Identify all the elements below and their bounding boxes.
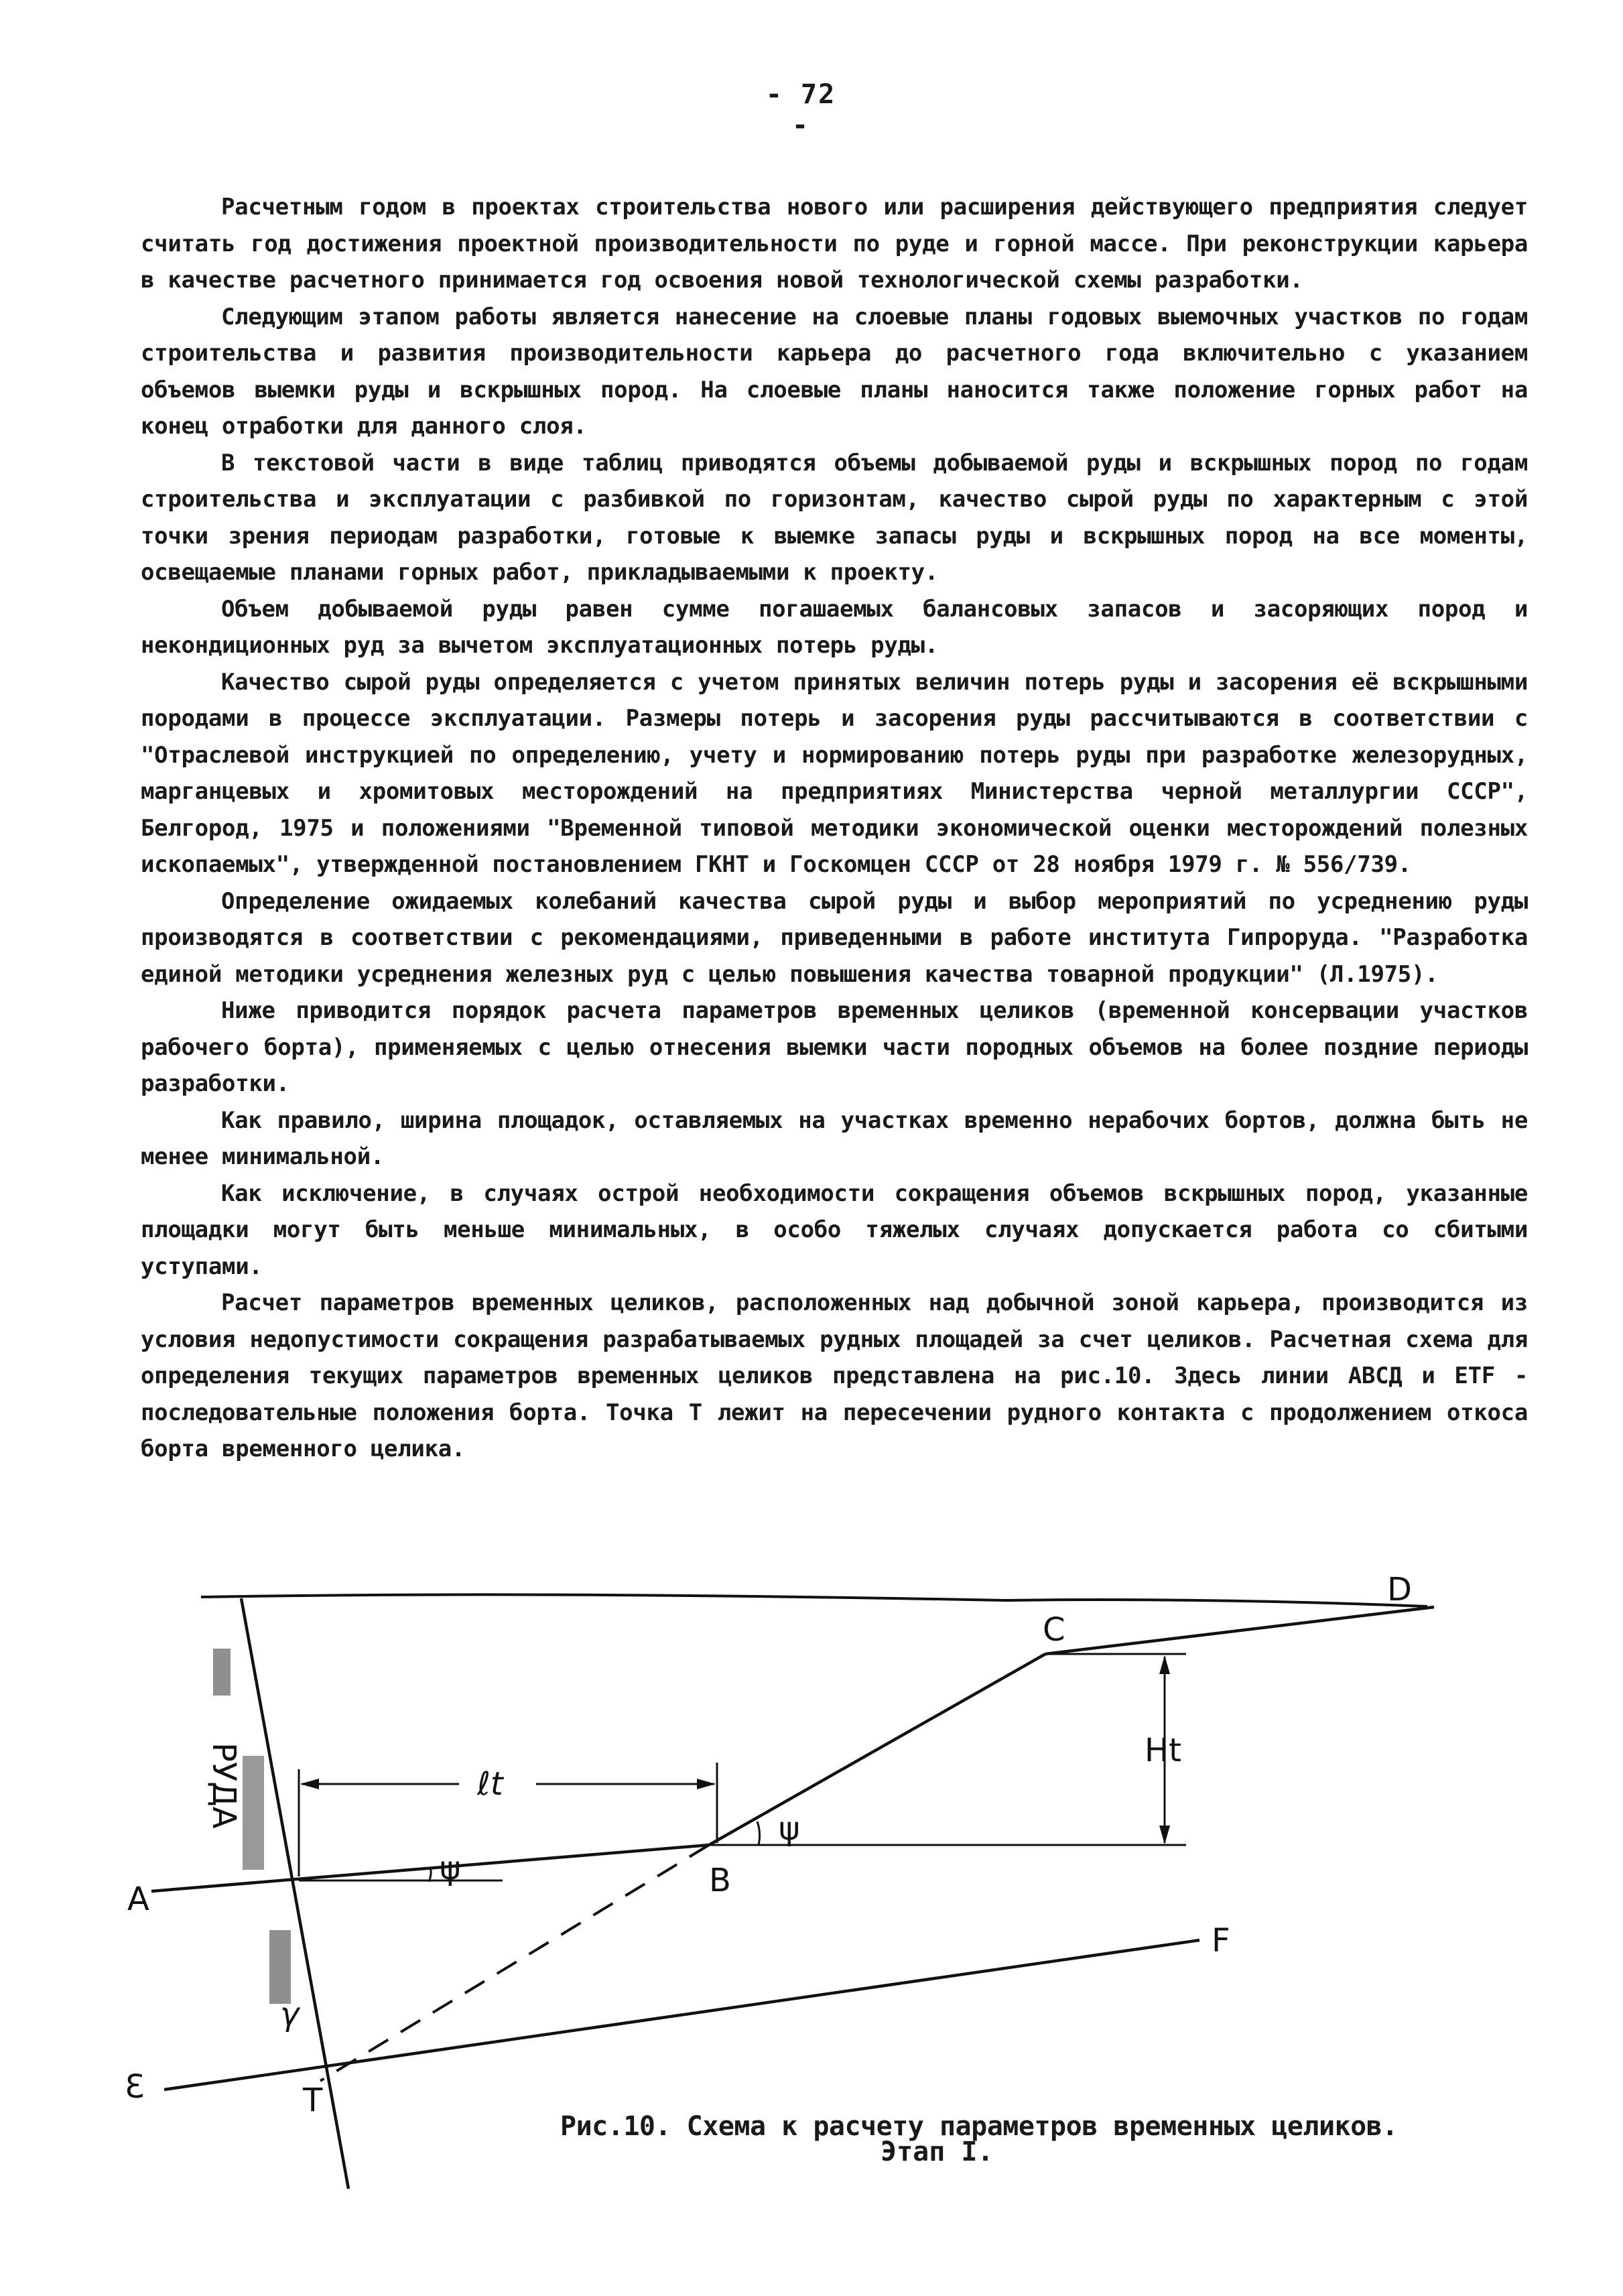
paragraph: Следующим этапом работы является нанесение на слоевые планы годовых выемочных участков по годам строительства и развития производительности карьера до расчетного года включительно с указанием объемов выемки руды и вскрышных пород. На слоевые планы наносится также положение горных работ на конец отработки для данного слоя. bbox=[141, 303, 1528, 440]
surface-line bbox=[201, 1594, 1427, 1606]
label-F: Ϝ bbox=[1212, 1922, 1230, 1960]
label-D: D bbox=[1387, 1571, 1412, 1608]
ht-arrow-top bbox=[1159, 1655, 1170, 1674]
label-gamma: γ bbox=[280, 1996, 300, 2033]
label-T: T bbox=[303, 2082, 323, 2119]
paragraph: Расчет параметров временных целиков, расположенных над добычной зоной карьера, производится из условия недопустимости сокращения разрабатываемых рудных площадей за счет целиков. Расчетная схема для определения текущих параметров временных целиков представлена на рис.10. Здесь линии АВСД и ЕТF - последовательные положения борта. Точка Т лежит на пересечении рудного контакта с продолжением откоса борта временного целика. bbox=[141, 1289, 1528, 1462]
label-psi-bottom: ψ bbox=[440, 1850, 461, 1887]
figure-caption: Рис.10. Схема к расчету параметров временных целиков. bbox=[560, 2111, 1398, 2142]
line-BC bbox=[709, 1654, 1045, 1845]
paragraph: Определение ожидаемых колебаний качества сырой руды и выбор мероприятий по усреднению руды производятся в соответствии с рекомендациями, приведенными в работе института Гипроруда. "Разработка единой методики усреднения железных руд с целью повышения качества товарной продукции" (Л.1975). bbox=[141, 887, 1528, 988]
label-C: C bbox=[1043, 1611, 1065, 1649]
label-psi-top: ψ bbox=[779, 1810, 800, 1848]
body-text bbox=[141, 189, 1528, 1468]
lt-arrow-right bbox=[697, 1779, 716, 1789]
paragraph: Качество сырой руды определяется с учетом принятых величин потерь руды и засорения её вскрышными породами в процессе эксплуатации. Размеры потерь и засорения руды рассчитываются в соответствии с "Отраслевой инструкцией по определению, учету и нормированию потерь руды при разработке железорудных, марганцевых и хромитовых месторождений на предприятиях Министерства черной металлургии СССР", Белгород, 1975 и положениями "Временной типовой методики экономической оценки месторождений полезных ископаемых", утвержденной постановлением ГКНТ и Госкомцен СССР от 28 ноября 1979 г. № 556/739. bbox=[141, 668, 1528, 878]
ht-arrow-bottom bbox=[1159, 1826, 1170, 1844]
psi-arc-top bbox=[757, 1822, 760, 1845]
figure-caption-stage: Этап I. bbox=[881, 2136, 994, 2167]
line-ETF bbox=[164, 1940, 1199, 2090]
label-E: Ɛ bbox=[125, 2068, 145, 2106]
lt-arrow-left bbox=[300, 1779, 319, 1789]
paragraph: Расчетным годом в проектах строительства нового или расширения действующего предприятия следует считать год достижения проектной производительности по руде и горной массе. При реконструкции карьера в качестве расчетного принимается год освоения новой технологической схемы разработки. bbox=[141, 194, 1528, 294]
label-B: B bbox=[709, 1862, 731, 1899]
paragraph: Объем добываемой руды равен сумме погашаемых балансовых запасов и засоряющих пород и некондиционных руд за вычетом эксплуатационных потерь руды. bbox=[141, 595, 1528, 659]
paragraph: В текстовой части в виде таблиц приводятся объемы добываемой руды и вскрышных пород по годам строительства и эксплуатации с разбивкой по горизонтам, качество сырой руды по характерным с этой точки зрения периодам разработки, готовые к выемке запасы руды и вскрышных пород на все моменты, освещаемые планами горных работ, прикладываемыми к проекту. bbox=[141, 449, 1528, 586]
ore-contact-line bbox=[241, 1598, 348, 2189]
paragraph: Как правило, ширина площадок, оставляемых на участках временно нерабочих бортов, должна быть не менее минимальной. bbox=[141, 1106, 1528, 1170]
figure-diagram bbox=[0, 1541, 1623, 2296]
label-ore: РУДА bbox=[205, 1742, 243, 1829]
diagram-svg bbox=[0, 1541, 1623, 2296]
paragraph: Ниже приводится порядок расчета параметров временных целиков (временной консервации участков рабочего борта), применяемых с целью отнесения выемки части породных объемов на более поздние периоды разработки. bbox=[141, 997, 1528, 1097]
page-number: - 72 - bbox=[765, 79, 836, 141]
label-Ht: Ht bbox=[1145, 1732, 1181, 1769]
paragraph: Как исключение, в случаях острой необходимости сокращения объемов вскрышных пород, указанные площадки могут быть меньше минимальных, в особо тяжелых случаях допускается работа со сбитыми уступами. bbox=[141, 1179, 1528, 1280]
label-lt: ℓt bbox=[477, 1765, 503, 1803]
line-CD bbox=[1045, 1607, 1434, 1654]
label-A: A bbox=[127, 1880, 149, 1918]
